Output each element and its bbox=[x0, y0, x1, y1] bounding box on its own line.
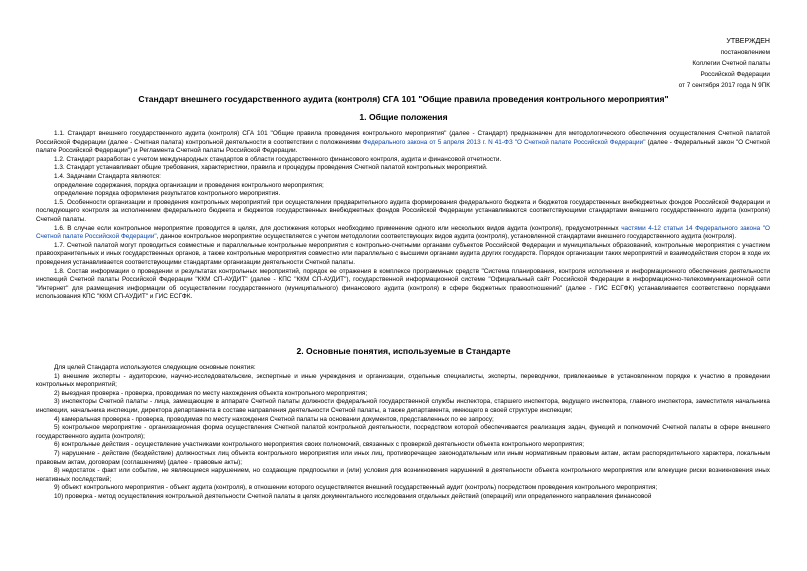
paragraph-1-4-a: определение содержания, порядка организации и проведения контрольного мероприятия; bbox=[54, 181, 324, 189]
definition-item: 6) контрольные действия - осуществление участниками контрольного мероприятия своих полномочий, связанных с проверкой деятельности объекта контрольного мероприятия; bbox=[54, 441, 584, 449]
document-title: Стандарт внешнего государственного аудита (контроля) СГА 101 "Общие правила проведения контрольного мероприятия" bbox=[138, 94, 669, 104]
definition-item: 9) объект контрольного мероприятия - объект аудита (контроля), в отношении которого осуществляется внешний государственный аудит (контроль) посредством проведения контрольного мероприятия; bbox=[54, 484, 658, 492]
approval-heading: УТВЕРЖДЕН bbox=[726, 38, 770, 45]
section-1-title: 1. Общие положения bbox=[359, 112, 448, 122]
definition-item: 1) внешние эксперты - аудиторские, научно-исследовательские, экспертные и иные учреждения и организации, отдельные специалисты, эксперты, переводчики, привлекаемые в установленном порядке к участию в проведении контрольных мероприятий; bbox=[36, 372, 770, 389]
paragraph-1-7: 1.7. Счетной палатой могут проводиться совместные и параллельные контрольные мероприятия с контрольно-счетными органами субъектов Российской Федерации и муниципальных образований, контрольные мероприятия с участием правоохранительных и иных государственных органов, а также контрольные мероприятия совместно или параллельно с высшими органами аудита других государств. Порядок организации таких мероприятий и взаимодействия сторон в ходе их проведения устанавливается соответствующими стандартами организации деятельности Счетной палаты. bbox=[36, 241, 770, 266]
definition-item: 7) нарушение - действие (бездействие) должностных лиц объекта контрольного мероприятия или иных лиц, противоречащее законодательным или иным нормативным правовым актам, актам распорядительного характера, локальным правовым актам, договорам (соглашениям) (далее - правовые акты); bbox=[36, 449, 770, 466]
definition-item: 5) контрольное мероприятие - организационная форма осуществления Счетной палатой контрольной деятельности, посредством которой обеспечивается реализация задач, функций и полномочий Счетной палаты в сфере внешнего государственного аудита (контроля); bbox=[36, 424, 770, 440]
federal-law-link[interactable]: Федерального закона от 5 апреля 2013 г. N 41-ФЗ "О Счетной палате Российской Федерации" bbox=[362, 138, 646, 146]
definition-item: 8) недостаток - факт или событие, не являющиеся нарушением, но создающие предпосылки и (или) условия для возникновения нарушений в деятельности объекта контрольного мероприятия или влекущие риски возникновения иных негативных последствий; bbox=[36, 467, 770, 483]
paragraph-1-1 bbox=[36, 130, 770, 156]
definition-item: 4) камеральная проверка - проверка, проводимая по месту нахождения Счетной палаты на основании документов, представленных по ее запросу; bbox=[54, 415, 494, 423]
definition-item: 10) проверка - метод осуществления контрольной деятельности Счетной палаты в целях документального исследования отдельных действий (операций) или определенного направления финансовой bbox=[54, 492, 652, 500]
definition-item: 3) инспекторы Счетной палаты - лица, замещающие в аппарате Счетной палаты должности федеральной государственной службы инспектора, старшего инспектора, ведущего инспектора, главного инспектора, заместителя начальника инспекции, начальника инспекции, директора департамента в составе направления деятельности Счетной палаты, а также департамента, имеющего в своей структуре инспекции; bbox=[36, 398, 770, 414]
definition-item: 2) выездная проверка - проверка, проводимая по месту нахождения объекта контрольного мероприятия; bbox=[54, 389, 368, 397]
section-1-body bbox=[36, 130, 770, 302]
definitions-intro: Для целей Стандарта используются следующие основные понятия: bbox=[54, 364, 256, 371]
approval-block bbox=[550, 36, 770, 91]
approval-line: от 7 сентября 2017 года N 9ПК bbox=[678, 82, 770, 89]
paragraph-1-4: 1.4. Задачами Стандарта являются: bbox=[54, 172, 161, 180]
paragraph-1-2: 1.2. Стандарт разработан с учетом международных стандартов в области государственного финансового контроля, аудита и финансовой отчетности. bbox=[54, 155, 502, 163]
paragraph-1-8: 1.8. Состав информации о проведении и результатах контрольных мероприятий, порядок ее отражения в комплексе программных средств "Система планирования, контроля исполнения и информационного обеспечения деятельности инспекций Счетной палаты Российской Федерации "ККМ СП-АУДИТ" (далее - КПС "ККМ СП-АУДИТ"), государственной информационной системе "Официальный сайт Российской Федерации в информационно-телекоммуникационной сети "Интернет" для размещения информации об осуществлении государственного (муниципального) финансового аудита (контроля) в сфере бюджетных правоотношений" (далее - ГИС ЕСГФК) устанавливается соответствено порядками использования КПС "ККМ СП-АУДИТ" и ГИС ЕСГФК. bbox=[36, 267, 770, 301]
paragraph-text: 1.6. В случае если контрольное мероприятие проводится в целях, для достижения которых необходимо применение одного или нескольких видов аудита (контроля), предусмотренных bbox=[54, 224, 622, 232]
law-article-link[interactable]: частями 4-12 статьи 14 Федерального закона "О Счетной палате Российской Федерации" bbox=[36, 224, 770, 241]
paragraph-1-6 bbox=[36, 225, 770, 242]
approval-line: Коллегии Счетной палаты bbox=[692, 60, 770, 67]
approval-line: Российской Федерации bbox=[700, 71, 770, 78]
paragraph-1-3: 1.3. Стандарт устанавливает общие требования, характеристики, правила и процедуры проведения Счетной палатой контрольных мероприятий. bbox=[54, 164, 488, 172]
paragraph-text: (далее - Федеральный закон "О Счетной палате Российской Федерации") и Регламента Счетной палаты Российской Федерации. bbox=[36, 138, 770, 155]
approval-line: постановлением bbox=[720, 49, 770, 56]
section-2-body bbox=[36, 364, 770, 502]
paragraph-text: 1.1. Стандарт внешнего государственного аудита (контроля) СГА 101 "Общие правила проведения контрольного мероприятия" (далее - Стандарт) предназначен для методологического обеспечения осуществления Счетной палатой Российской Федерации (далее - Счетная палата) контрольной деятельности в соответствии с положениями bbox=[36, 130, 770, 146]
paragraph-1-4-b: определение порядка оформления результатов контрольного мероприятия. bbox=[54, 190, 281, 198]
paragraph-text: , данное контрольное мероприятие осуществляется с учетом методологии соответствующих видов аудита (контроля), установленной стандартами внешнего государственного аудита (контроля). bbox=[156, 233, 737, 241]
paragraph-1-5: 1.5. Особенности организации и проведения контрольных мероприятий при осуществлении предварительного аудита формирования федерального бюджета и бюджетов государственных внебюджетных фондов Российской Федерации и последующего контроля за исполнением федерального бюджета и бюджетов государственных внебюджетных фондов Российской Федерации устанавливаются соответствующими стандартами внешнего государственного аудита (контроля) Счетной палаты. bbox=[36, 198, 770, 223]
section-2-title: 2. Основные понятия, используемые в Стандарте bbox=[296, 346, 511, 356]
